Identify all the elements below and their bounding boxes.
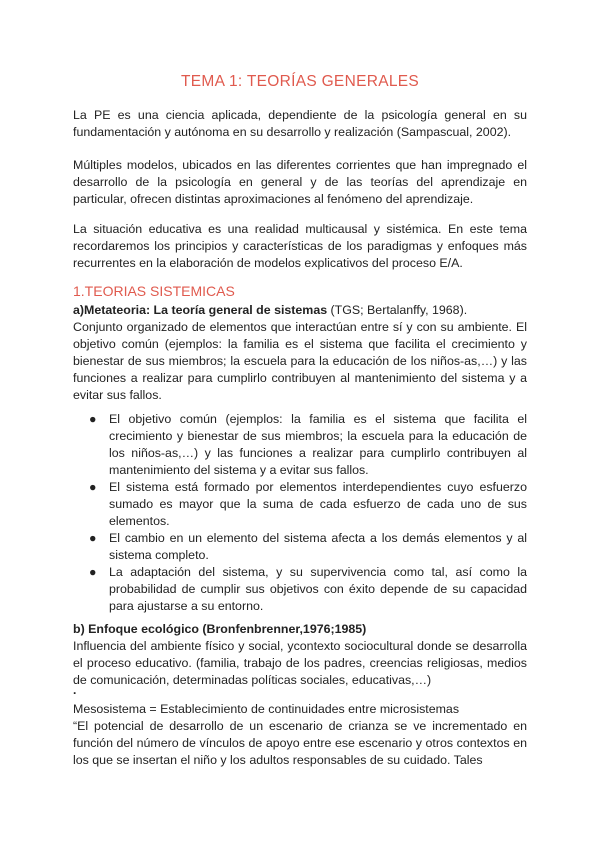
bullet-icon: ● (89, 480, 97, 494)
intro-paragraph-3: La situación educativa es una realidad multicausal y sistémica. En este tema recordaremos los principios y características de los paradigmas y enfoques más recurrentes en la elaboración de modelos explicativos del proceso E/A. (73, 222, 527, 270)
bullet-icon: ● (89, 531, 97, 545)
bullet-icon: ● (89, 565, 97, 579)
bullet-icon: ● (89, 412, 97, 426)
bullet-list (73, 411, 527, 615)
list-item: ● El objetivo común (ejemplos: la familia es el sistema que facilita el crecimiento y bienestar de sus miembros; la escuela para la educación de los niños-as,…) y las funciones a realizar para cumplirlo contribuyen al mantenimiento del sistema y a evitar sus fallos. (89, 412, 527, 477)
mesosistema-line: Mesosistema = Establecimiento de continuidades entre microsistemas (73, 702, 460, 716)
list-item: ● El sistema está formado por elementos interdependientes cuyo esfuerzo sumado es mayor que la suma de cada esfuerzo de cada uno de sus elementos. (89, 480, 527, 528)
page-title: TEMA 1: TEORÍAS GENERALES (180, 73, 420, 90)
section-paragraph: Conjunto organizado de elementos que interactúan entre sí y con su ambiente. El objetivo común (ejemplos: la familia es el sistema que facilita el crecimiento y bienestar de sus miembros; la escuela para la educación de los niños-as,…) y las funciones a realizar para cumplirlo contribuyen al mantenimiento del sistema y a evitar sus fallos. (73, 320, 527, 402)
intro-paragraph-2: Múltiples modelos, ubicados en las diferentes corrientes que han impregnado el desarrollo de la psicología en general y de las teorías del aprendizaje en particular, ofrecen distintas aproximaciones al fenómeno del aprendizaje. (73, 158, 527, 206)
list-item: ● El cambio en un elemento del sistema afecta a los demás elementos y al sistema completo. (89, 531, 527, 562)
subheading-b: b) Enfoque ecológico (Bronfenbrenner,1976;1985) (73, 622, 367, 636)
subheading-a-bold: a)Metateoria: La teoría general de sistemas (73, 303, 328, 317)
section-heading: 1.TEORIAS SISTEMICAS (73, 283, 235, 299)
subheading-a (73, 302, 527, 319)
dot-marker: . (73, 683, 77, 697)
intro-paragraph-1: La PE es una ciencia aplicada, dependiente de la psicología general en su fundamentación y autónoma en su desarrollo y realización (Sampascual, 2002). (73, 108, 527, 139)
paragraph-b: Influencia del ambiente físico y social, ycontexto sociocultural donde se desarrolla el proceso educativo. (familia, trabajo de los padres, creencias religiosas, medios de comunicación, determinadas políticas sociales, educativas,…) (73, 639, 527, 687)
subheading-a-citation: (TGS; Bertalanffy, 1968). (327, 303, 468, 317)
quote-paragraph: “El potencial de desarrollo de un escenario de crianza se ve incrementado en función del número de vínculos de apoyo entre ese escenario y otros contextos en los que se insertan el niño y los adultos responsables de su cuidado. Tales (73, 719, 527, 767)
list-item: ● La adaptación del sistema, y su supervivencia como tal, así como la probabilidad de cumplir sus objetivos con éxito depende de su capacidad para ajustarse a su entorno. (89, 565, 527, 613)
